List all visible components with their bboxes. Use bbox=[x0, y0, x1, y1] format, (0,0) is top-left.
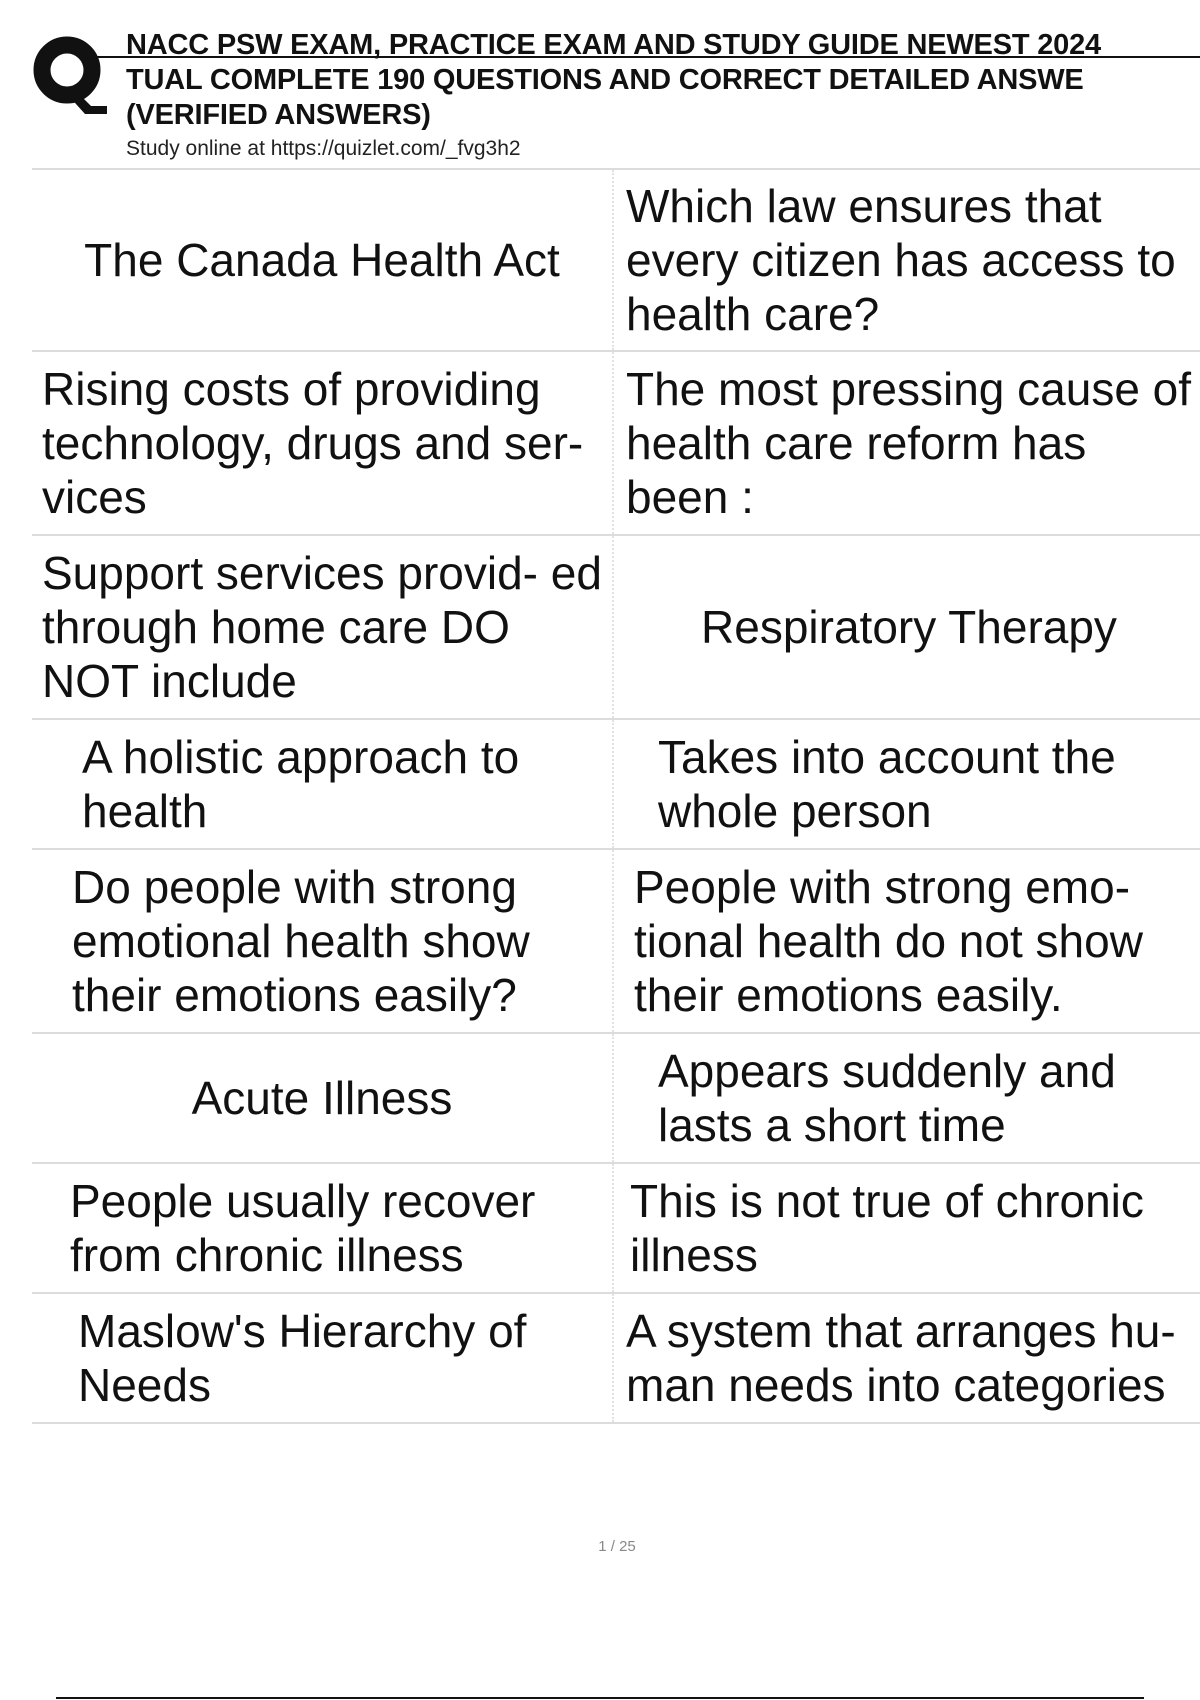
flashcard-row bbox=[32, 536, 1200, 720]
flashcard-term: Maslow's Hierarchy of Needs bbox=[78, 1305, 527, 1411]
flashcard-row bbox=[32, 850, 1200, 1034]
page-indicator: 1 / 25 bbox=[598, 1538, 636, 1555]
document-title-line-2: TUAL COMPLETE 190 QUESTIONS AND CORRECT DETAILED ANSWE bbox=[126, 64, 1084, 96]
flashcard-definition: Respiratory Therapy bbox=[612, 536, 1200, 718]
flashcard-row bbox=[32, 1164, 1200, 1294]
flashcard-definition: Which law ensures that every citizen has access to health care? bbox=[612, 170, 1200, 350]
flashcard-term: Acute Illness bbox=[191, 1072, 453, 1124]
flashcard-row bbox=[32, 352, 1200, 536]
flashcard-definition: This is not true of chronic illness bbox=[612, 1164, 1200, 1292]
flashcard-table bbox=[32, 168, 1200, 1424]
flashcard-definition: People with strong emo- tional health do not show their emotions easily. bbox=[612, 850, 1200, 1032]
flashcard-row bbox=[32, 720, 1200, 850]
flashcard-definition: A system that arranges hu- man needs into categories bbox=[612, 1294, 1200, 1422]
flashcard-term: The Canada Health Act bbox=[84, 234, 560, 286]
flashcard-row bbox=[32, 1034, 1200, 1164]
document-title-line-1: NACC PSW EXAM, PRACTICE EXAM AND STUDY GUIDE NEWEST 2024 bbox=[126, 29, 1101, 61]
document-title-line-3: (VERIFIED ANSWERS) bbox=[126, 99, 431, 131]
flashcard-term: People usually recover from chronic illness bbox=[70, 1175, 536, 1281]
study-online-link[interactable]: Study online at https://quizlet.com/_fvg3h2 bbox=[126, 137, 521, 160]
flashcard-definition: The most pressing cause of health care reform has been : bbox=[612, 352, 1200, 534]
document-header bbox=[126, 28, 1200, 163]
flashcard-term: Do people with strong emotional health show their emotions easily? bbox=[72, 861, 530, 1021]
footer-divider bbox=[56, 1697, 1144, 1699]
quizlet-logo-icon bbox=[33, 34, 109, 116]
flashcard-row bbox=[32, 1294, 1200, 1424]
flashcard-term: A holistic approach to health bbox=[82, 731, 520, 837]
flashcard-row bbox=[32, 170, 1200, 352]
flashcard-term: Support services provid- ed through home care DO NOT include bbox=[42, 547, 602, 707]
flashcard-definition: Takes into account the whole person bbox=[612, 720, 1200, 848]
flashcard-term: Rising costs of providing technology, drugs and ser- vices bbox=[42, 363, 584, 523]
flashcard-definition: Appears suddenly and lasts a short time bbox=[612, 1034, 1200, 1162]
